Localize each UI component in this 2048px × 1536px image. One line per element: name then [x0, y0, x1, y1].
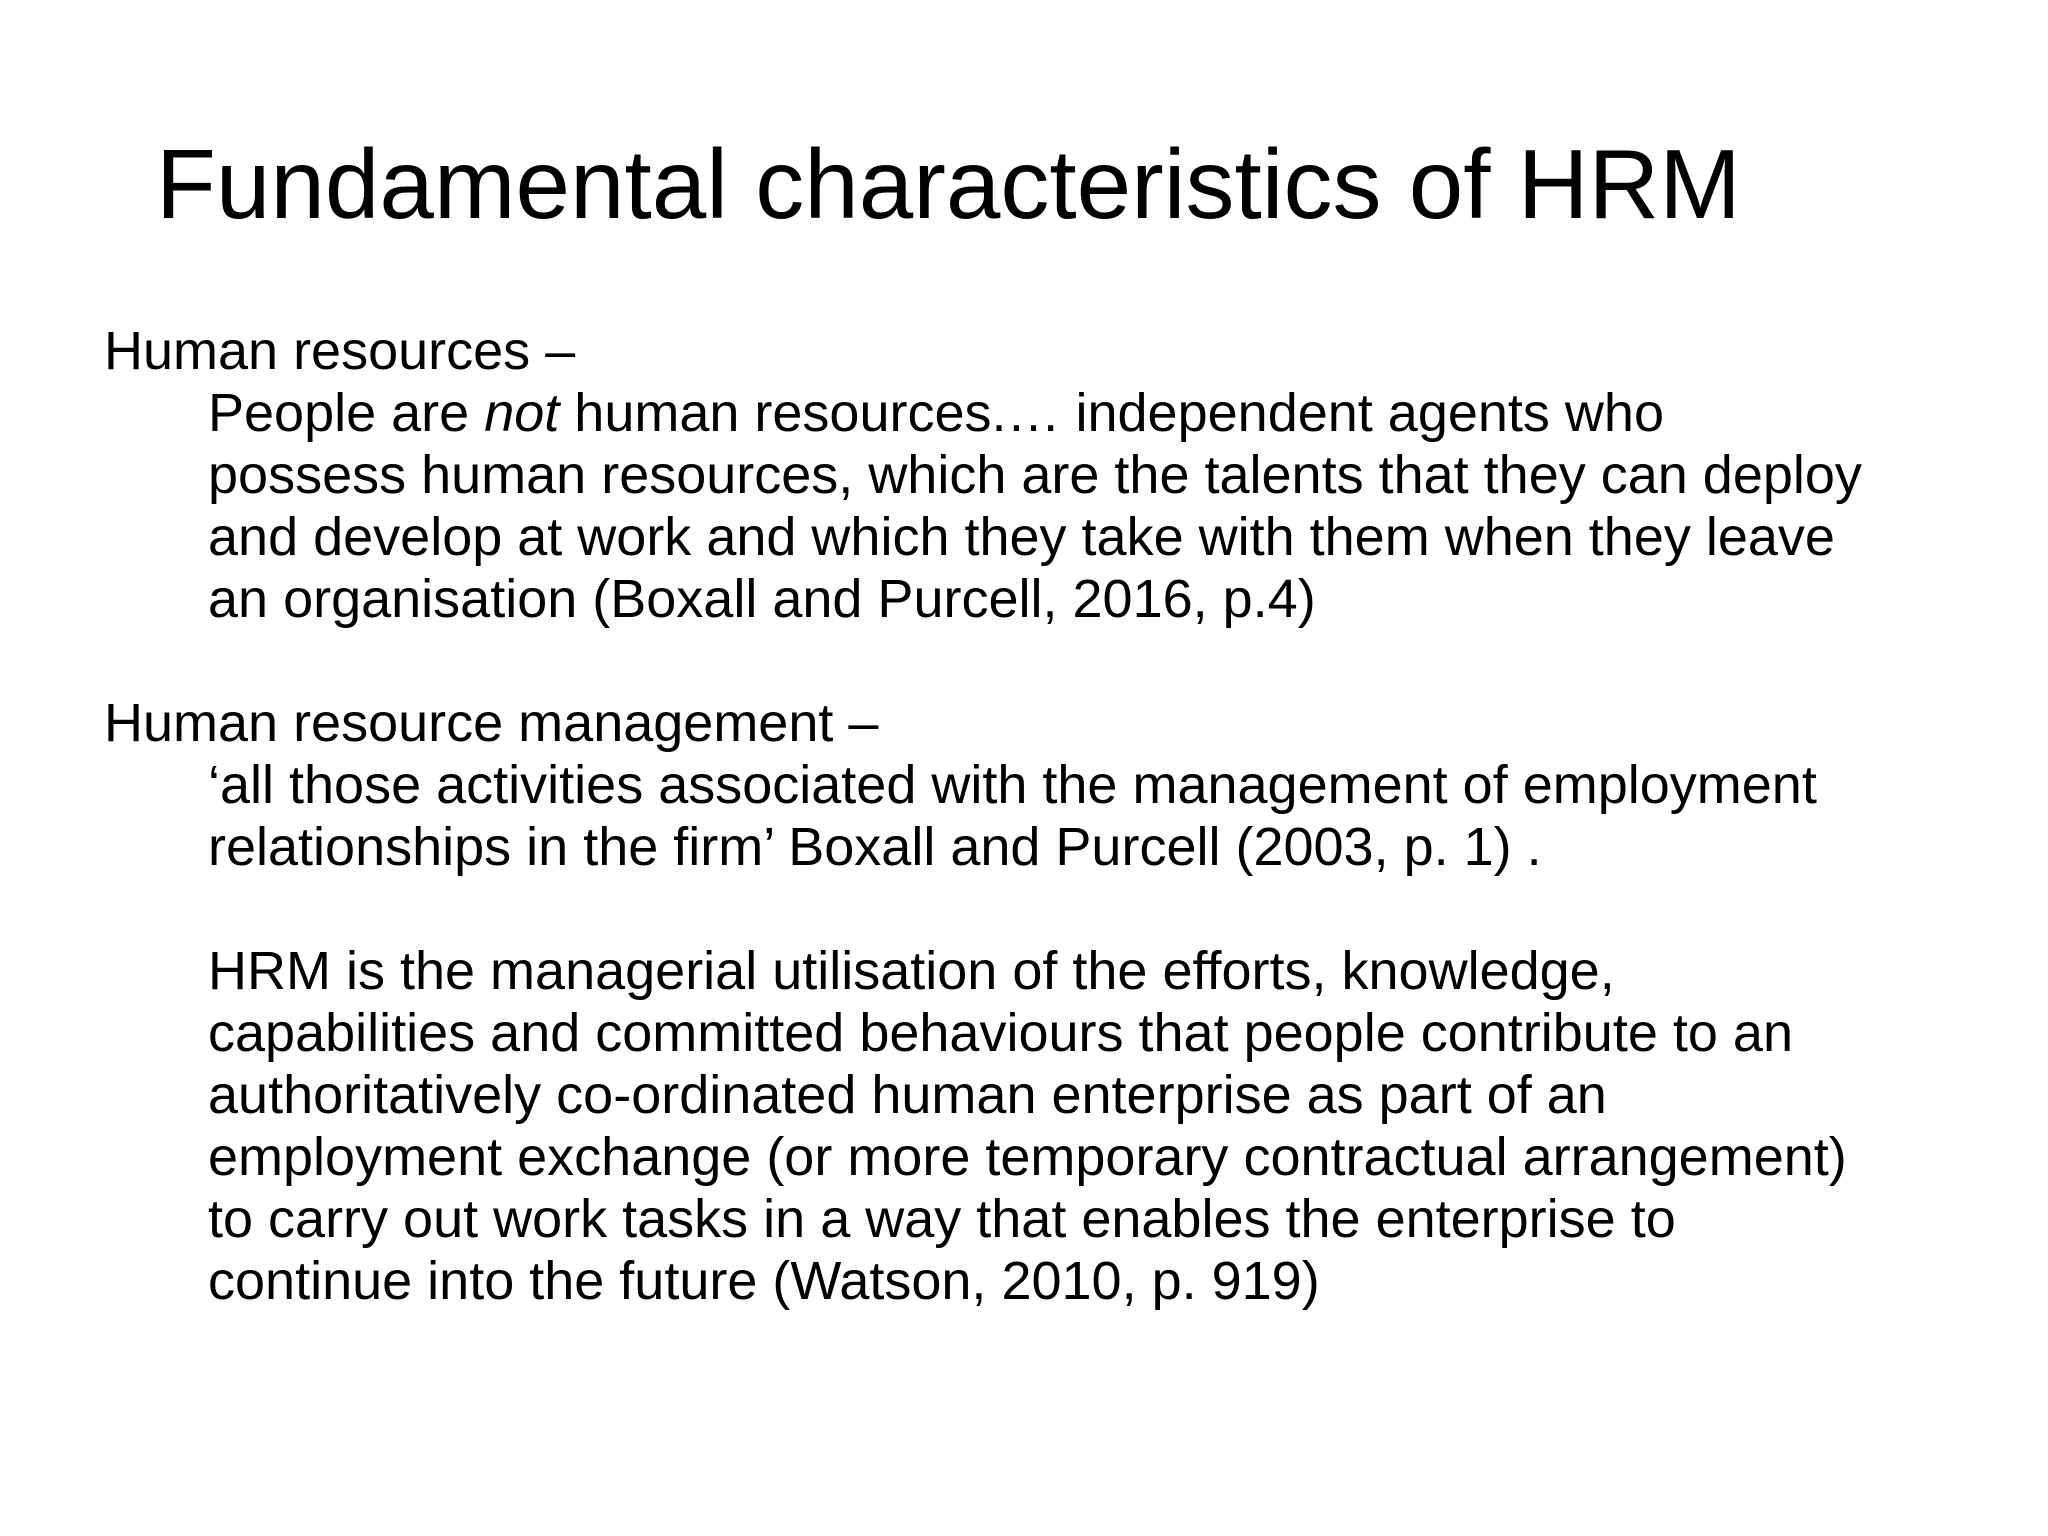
text-run: People are — [208, 383, 485, 443]
paragraph-line: an organisation (Boxall and Purcell, 2016, p.4) — [208, 569, 1316, 629]
paragraph-line — [208, 382, 2004, 444]
definition-line: authoritatively co-ordinated human enterprise as part of an — [208, 1065, 1607, 1125]
hrm-definition — [104, 940, 2004, 1312]
section-hrm — [104, 692, 2004, 1312]
emphasis-text: not — [484, 383, 560, 443]
quote-line: ‘all those activities associated with the management of employment — [208, 755, 1817, 815]
slide-title: Fundamental characteristics of HRM — [156, 129, 1741, 239]
section-heading-hrm: Human resource management – — [104, 693, 879, 753]
paragraph-line: and develop at work and which they take with them when they leave — [208, 507, 1835, 567]
definition-line: HRM is the managerial utilisation of the efforts, knowledge, — [208, 941, 1615, 1001]
definition-line: to carry out work tasks in a way that enables the enterprise to — [208, 1189, 1676, 1249]
slide-body — [104, 320, 2004, 1312]
quote-line: relationships in the firm’ Boxall and Purcell (2003, p. 1) . — [208, 817, 1542, 877]
human-resources-paragraph — [104, 382, 2004, 630]
paragraph-line: possess human resources, which are the talents that they can deploy — [208, 445, 1862, 505]
spacer — [104, 878, 2004, 940]
definition-line: capabilities and committed behaviours that people contribute to an — [208, 1003, 1793, 1063]
spacer — [104, 630, 2004, 692]
text-run: human resources.… independent agents who — [559, 383, 1664, 443]
section-human-resources — [104, 320, 2004, 630]
section-heading-human-resources: Human resources – — [104, 321, 576, 381]
definition-line: employment exchange (or more temporary contractual arrangement) — [208, 1127, 1847, 1187]
definition-line: continue into the future (Watson, 2010, p. 919) — [208, 1251, 1320, 1311]
hrm-quote — [104, 754, 2004, 878]
